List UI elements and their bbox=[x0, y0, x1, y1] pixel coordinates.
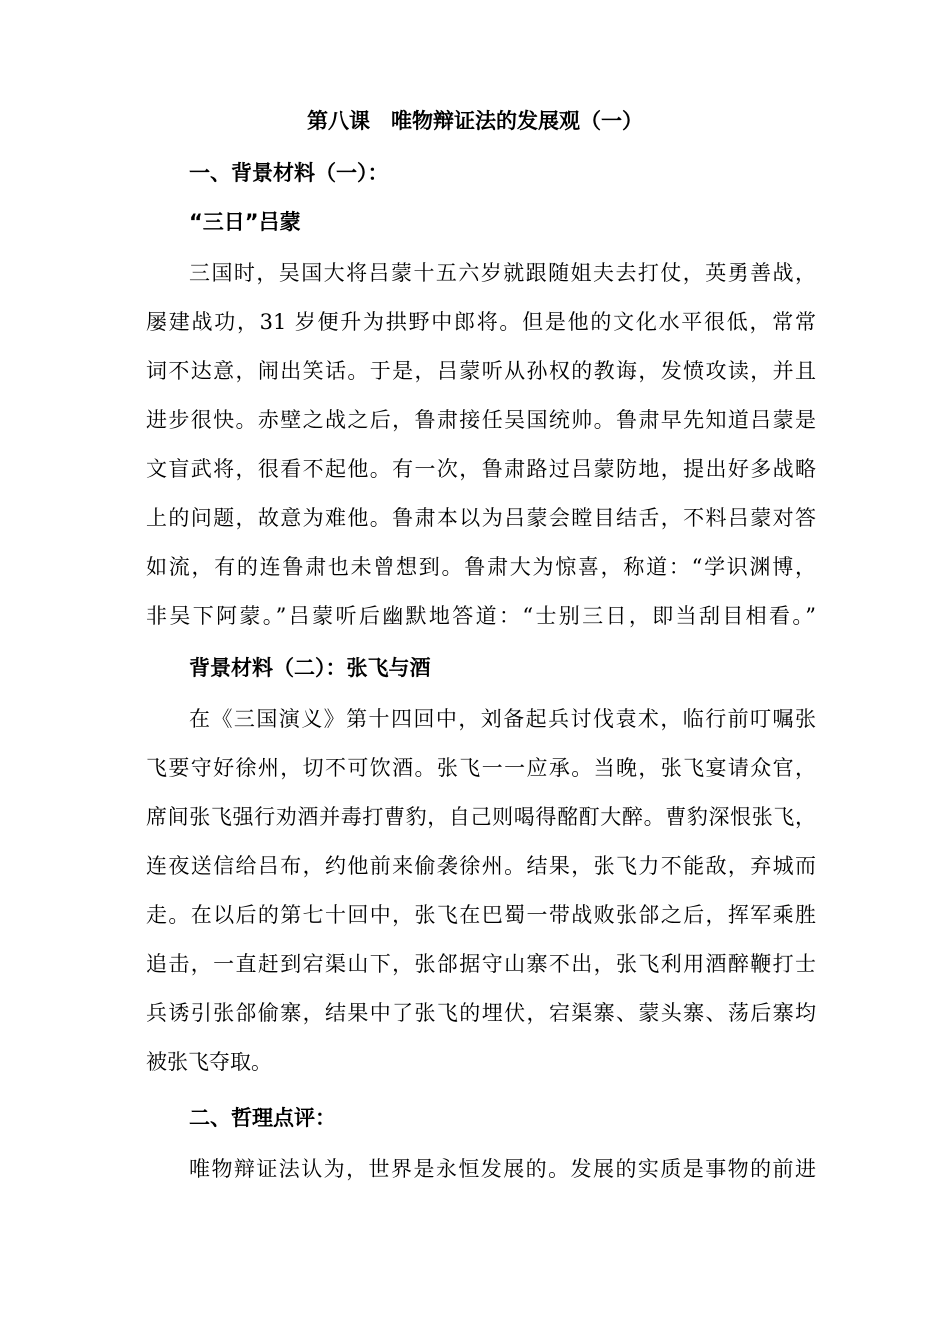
paragraph-line: 飞要守好徐州，切不可饮酒。张飞一一应承。当晚，张飞宴请众官， bbox=[146, 756, 816, 780]
paragraph-line: 非吴下阿蒙。”吕蒙听后幽默地答道：“士别三日，即当刮目相看。” bbox=[146, 604, 816, 628]
paragraph-line: 唯物辩证法认为，世界是永恒发展的。发展的实质是事物的前进 bbox=[189, 1157, 816, 1181]
story-title-lu-meng: “三日”吕蒙 bbox=[189, 210, 301, 234]
section-heading-background-1: 一、背景材料（一）： bbox=[189, 161, 389, 185]
paragraph-line: 进步很快。赤壁之战之后，鲁肃接任吴国统帅。鲁肃早先知道吕蒙是 bbox=[146, 408, 816, 432]
paragraph-line: 连夜送信给吕布，约他前来偷袭徐州。结果，张飞力不能敌，弃城而 bbox=[146, 854, 816, 878]
paragraph-line: 三国时，吴国大将吕蒙十五六岁就跟随姐夫去打仗，英勇善战， bbox=[189, 261, 816, 285]
paragraph-line: 被张飞夺取。 bbox=[146, 1050, 272, 1074]
paragraph-line: 词不达意，闹出笑话。于是，吕蒙听从孙权的教诲，发愤攻读，并且 bbox=[146, 359, 816, 383]
paragraph-line: 屡建战功，31 岁便升为拱野中郎将。但是他的文化水平很低，常常 bbox=[146, 310, 816, 334]
paragraph-line: 上的问题，故意为难他。鲁肃本以为吕蒙会瞠目结舌，不料吕蒙对答 bbox=[146, 506, 816, 530]
paragraph-line: 在《三国演义》第十四回中，刘备起兵讨伐袁术，临行前叮嘱张 bbox=[189, 707, 816, 731]
paragraph-line: 席间张飞强行劝酒并毒打曹豹，自己则喝得酩酊大醉。曹豹深恨张飞， bbox=[146, 805, 816, 829]
section-heading-background-2: 背景材料（二）：张飞与酒 bbox=[189, 656, 431, 680]
paragraph-line: 兵诱引张郃偷寨，结果中了张飞的埋伏，宕渠寨、蒙头寨、荡后寨均 bbox=[146, 1001, 816, 1025]
paragraph-line: 如流，有的连鲁肃也未曾想到。鲁肃大为惊喜，称道：“学识渊博， bbox=[146, 555, 816, 579]
paragraph-line: 追击，一直赶到宕渠山下，张郃据守山寨不出，张飞利用酒醉鞭打士 bbox=[146, 952, 816, 976]
paragraph-line: 文盲武将，很看不起他。有一次，鲁肃路过吕蒙防地，提出好多战略 bbox=[146, 457, 816, 481]
page-title: 第八课 唯物辩证法的发展观（一） bbox=[307, 109, 643, 133]
paragraph-line: 走。在以后的第七十回中，张飞在巴蜀一带战败张郃之后，挥军乘胜 bbox=[146, 903, 816, 927]
section-heading-commentary: 二、哲理点评： bbox=[189, 1106, 336, 1130]
